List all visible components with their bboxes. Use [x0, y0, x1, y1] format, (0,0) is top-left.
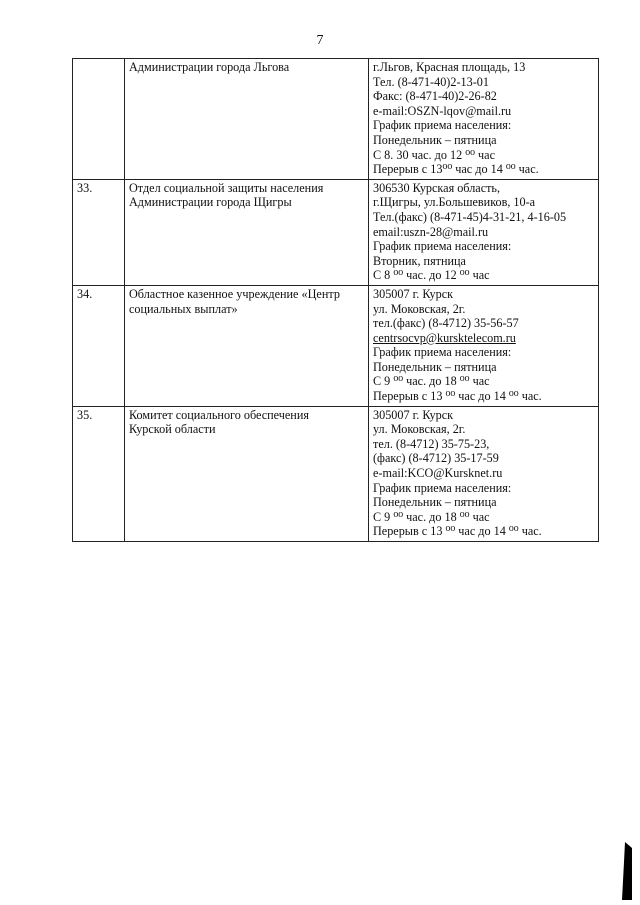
contact-line: email:uszn-28@mail.ru [373, 224, 489, 239]
row-number [73, 59, 125, 180]
contact-info-cell [369, 59, 599, 180]
contact-line: e-mail:OSZN-lqov@mail.ru [373, 103, 512, 118]
organization-name-line: Курской области [129, 422, 216, 437]
row-number: 33. [73, 179, 125, 285]
contact-line: Перерыв с 13 ⁰⁰ час до 14 ⁰⁰ час. [373, 524, 542, 539]
contact-line: График приема населения: [373, 345, 512, 360]
contact-line: 305007 г. Курск [373, 286, 454, 301]
row-number: 34. [73, 285, 125, 406]
organization-name-cell [125, 406, 369, 541]
contact-line: График приема населения: [373, 480, 512, 495]
contacts-table-body [73, 59, 599, 542]
organization-name-cell [125, 59, 369, 180]
organization-name-line: Администрации города Льгова [129, 60, 290, 74]
table-row [73, 285, 599, 406]
contact-line: С 9 ⁰⁰ час. до 18 ⁰⁰ час [373, 509, 490, 524]
contact-line: тел.(факс) (8-4712) 35-56-57 [373, 316, 519, 331]
contact-line: г.Льгов, Красная площадь, 13 [373, 60, 526, 74]
contacts-table [72, 58, 599, 542]
organization-name-line: социальных выплат» [129, 301, 238, 316]
contact-line: С 8 ⁰⁰ час. до 12 ⁰⁰ час [373, 268, 490, 283]
organization-name-cell [125, 179, 369, 285]
contact-line: Тел.(факс) (8-471-45)4-31-21, 4-16-05 [373, 209, 567, 224]
contact-info-cell [369, 406, 599, 541]
contact-line: Понедельник – пятница [373, 495, 497, 510]
contact-line: тел. (8-4712) 35-75-23, [373, 436, 490, 451]
contact-info-cell [369, 179, 599, 285]
contact-line: Факс: (8-471-40)2-26-82 [373, 89, 497, 104]
contact-line: Тел. (8-471-40)2-13-01 [373, 74, 489, 89]
organization-name-line: Отдел социальной защиты населения [129, 180, 324, 195]
contact-line: Понедельник – пятница [373, 132, 497, 147]
organization-name-line: Областное казенное учреждение «Центр [129, 286, 340, 301]
contact-line: С 8. 30 час. до 12 ⁰⁰ час [373, 147, 495, 162]
contact-line: С 9 ⁰⁰ час. до 18 ⁰⁰ час [373, 374, 490, 389]
contact-line: Вторник, пятница [373, 253, 466, 268]
organization-name-line: Администрации города Щигры [129, 195, 292, 210]
contact-line: График приема населения: [373, 118, 512, 133]
page-edge-mark [618, 842, 632, 900]
table-row [73, 179, 599, 285]
table-row [73, 59, 599, 180]
organization-name-line: Комитет социального обеспечения [129, 407, 309, 422]
contact-line: График приема населения: [373, 239, 512, 254]
contact-line: Перерыв с 13 ⁰⁰ час до 14 ⁰⁰ час. [373, 389, 542, 404]
page-number: 7 [316, 33, 324, 48]
contact-line: Перерыв с 13⁰⁰ час до 14 ⁰⁰ час. [373, 162, 539, 177]
table-row [73, 406, 599, 541]
contact-line: (факс) (8-4712) 35-17-59 [373, 451, 499, 466]
contact-info-cell [369, 285, 599, 406]
website-link[interactable]: centrsocvp@kursktelecom.ru [373, 330, 516, 345]
contact-line: ул. Моковская, 2г. [373, 301, 466, 316]
contact-line: 306530 Курская область, [373, 180, 501, 195]
contact-line: Понедельник – пятница [373, 359, 497, 374]
contact-line: e-mail:KCO@Kursknet.ru [373, 466, 503, 481]
contact-line: ул. Моковская, 2г. [373, 422, 466, 437]
contact-line: 305007 г. Курск [373, 407, 454, 422]
contact-line: г.Щигры, ул.Большевиков, 10-а [373, 195, 536, 210]
row-number: 35. [73, 406, 125, 541]
organization-name-cell [125, 285, 369, 406]
